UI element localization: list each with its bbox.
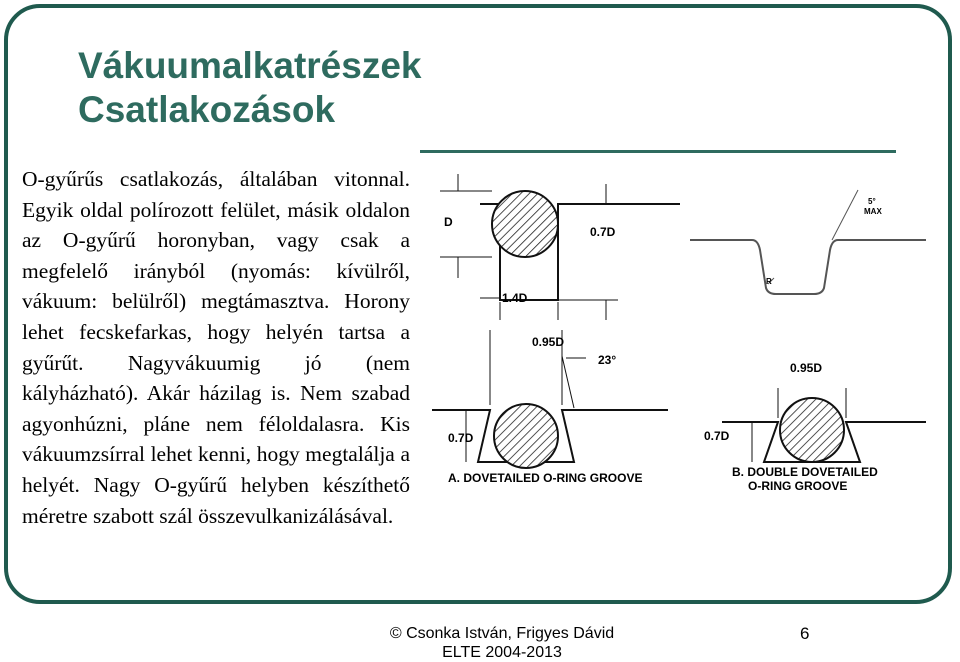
body-paragraph: O-gyűrűs csatlakozás, általában vitonnal. Egyik oldal polírozott felület, másik oldalon az O-gyűrű horonyban, vagy csak a megfelelő irányból (nyomás: kívülről, vákuum: belülről) megtámasztva. Horony lehet fecskefarkas, hogy helyén tartsa a gyűrűt. Nagyvákuumig jó (nem kályházható). Akár házilag is. Nem szabad agyonhúzni, pláne nem féloldalasra. Kis vákuumzsírral lehet kenni, hogy megtalálja a helyét. Nagy O-gyűrű helyben készíthető méretre szabott szál összevulkanizálásával.: [22, 167, 410, 528]
o-ring-cross-section: [494, 404, 558, 468]
label-top-dovetail: 0.95D: [532, 335, 565, 349]
label-depth-top: 0.7D: [590, 225, 616, 239]
groove-profile-drawing: [690, 190, 926, 294]
label-top-double: 0.95D: [790, 361, 823, 375]
title-line-1: Vákuumalkatrészek: [78, 45, 422, 86]
slide-title: [78, 44, 421, 132]
label-depth-double: 0.7D: [704, 429, 730, 443]
label-angle-a: 5°: [868, 197, 876, 206]
angle-leader: [832, 190, 858, 240]
footer-credit-line-2: ELTE 2004-2013: [442, 644, 562, 661]
footer-credit-line-1: © Csonka István, Frigyes Dávid: [389, 625, 615, 642]
o-ring-cross-section: [492, 191, 558, 257]
double-dovetail-groove-drawing: [722, 388, 926, 462]
caption-double-line-2: O-RING GROOVE: [748, 479, 848, 493]
caption-dovetail: A. DOVETAILED O-RING GROOVE: [448, 471, 643, 485]
footer-credit: [0, 624, 960, 662]
label-width-top: 1.4D: [502, 291, 528, 305]
o-ring-cross-section: [780, 398, 844, 462]
dovetail-groove-drawing: [432, 330, 668, 468]
caption-double-line-1: B. DOUBLE DOVETAILED: [732, 465, 878, 479]
title-underline: [420, 150, 896, 153]
label-angle-b: MAX: [864, 207, 882, 216]
rectangular-groove-drawing: [440, 174, 680, 320]
label-radius: R: [766, 277, 772, 286]
page-number: 6: [800, 624, 810, 643]
o-ring-groove-diagram: [418, 160, 938, 500]
label-angle-dovetail: 23°: [598, 353, 617, 367]
label-d: D: [444, 215, 453, 229]
label-depth-dovetail: 0.7D: [448, 431, 474, 445]
groove-profile-outline: [690, 240, 926, 294]
title-line-2: Csatlakozások: [78, 89, 336, 130]
angle-leader: [562, 356, 574, 408]
